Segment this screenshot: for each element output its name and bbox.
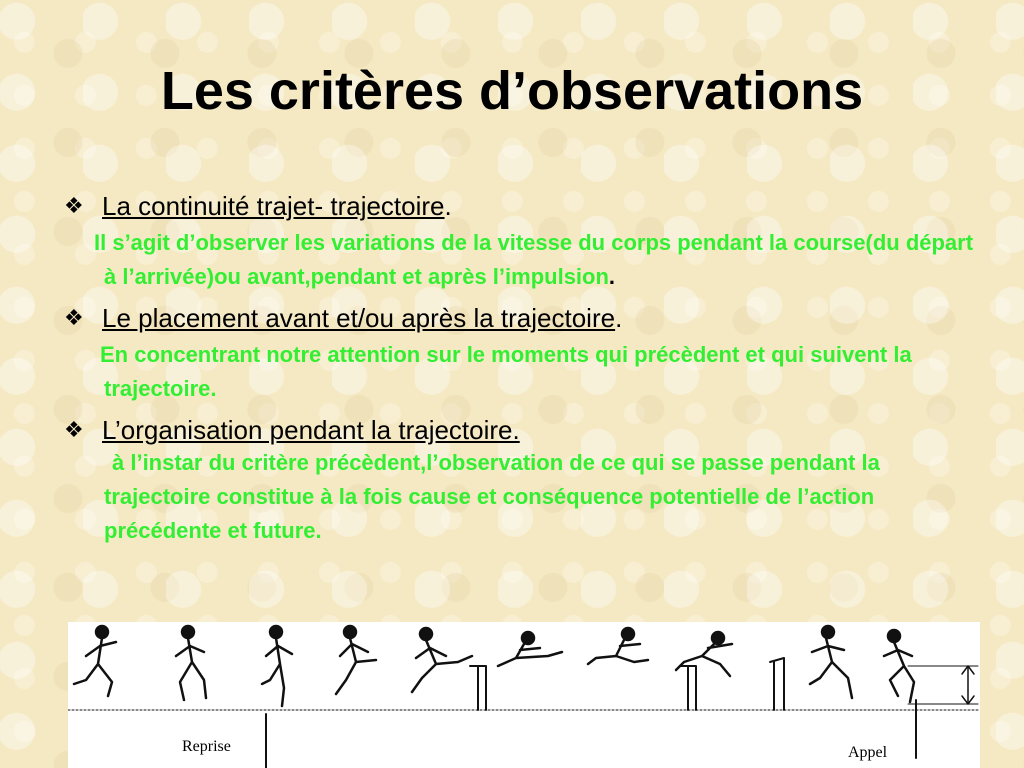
criterion-1-body: Il s’agit d’observer les variations de la vitesse du corps pendant la course(du départ à l’arrivée)ou avant,pendant et après l’impulsion. <box>94 230 974 289</box>
criterion-2-heading: ❖ Le placement avant et/ou après la trajectoire. <box>64 303 623 333</box>
appel-label: Appel <box>848 744 888 761</box>
diamond-bullet-icon: ❖ <box>64 305 84 330</box>
runner-figure-9 <box>810 626 852 698</box>
runner-figure-6 <box>498 632 562 666</box>
criterion-2-title: Le placement avant et/ou après la trajectoire <box>102 303 616 333</box>
runner-figure-3 <box>262 626 292 706</box>
criterion-1-heading: ❖ La continuité trajet- trajectoire. <box>64 191 452 221</box>
criteria-list <box>64 190 974 556</box>
runner-figure-2 <box>176 626 206 700</box>
slide-title: Les critères d’observations <box>160 61 864 121</box>
criterion-3-body: à l’instar du critère précèdent,l’observation de ce qui se passe pendant la trajectoire constitue à la fois cause et conséquence potentielle de l’action précédente et future. <box>104 450 880 543</box>
runner-figure-7 <box>588 628 648 664</box>
reprise-label: Reprise <box>182 738 231 755</box>
criterion-3-heading <box>64 414 974 446</box>
criterion-2-body: En concentrant notre attention sur le moments qui précèdent et qui suivent la trajectoire. <box>100 342 912 401</box>
runner-figure-4 <box>336 626 376 694</box>
runner-figure-5 <box>412 628 472 692</box>
criterion-3-title: L’organisation pendant la trajectoire. <box>102 415 520 445</box>
runner-figure-8 <box>676 632 732 676</box>
diamond-bullet-icon: ❖ <box>64 417 84 442</box>
criterion-1-title: La continuité trajet- trajectoire <box>102 191 445 221</box>
diamond-bullet-icon: ❖ <box>64 193 84 218</box>
runner-figure-1 <box>74 626 116 696</box>
hurdle-sequence-figure <box>68 622 980 768</box>
